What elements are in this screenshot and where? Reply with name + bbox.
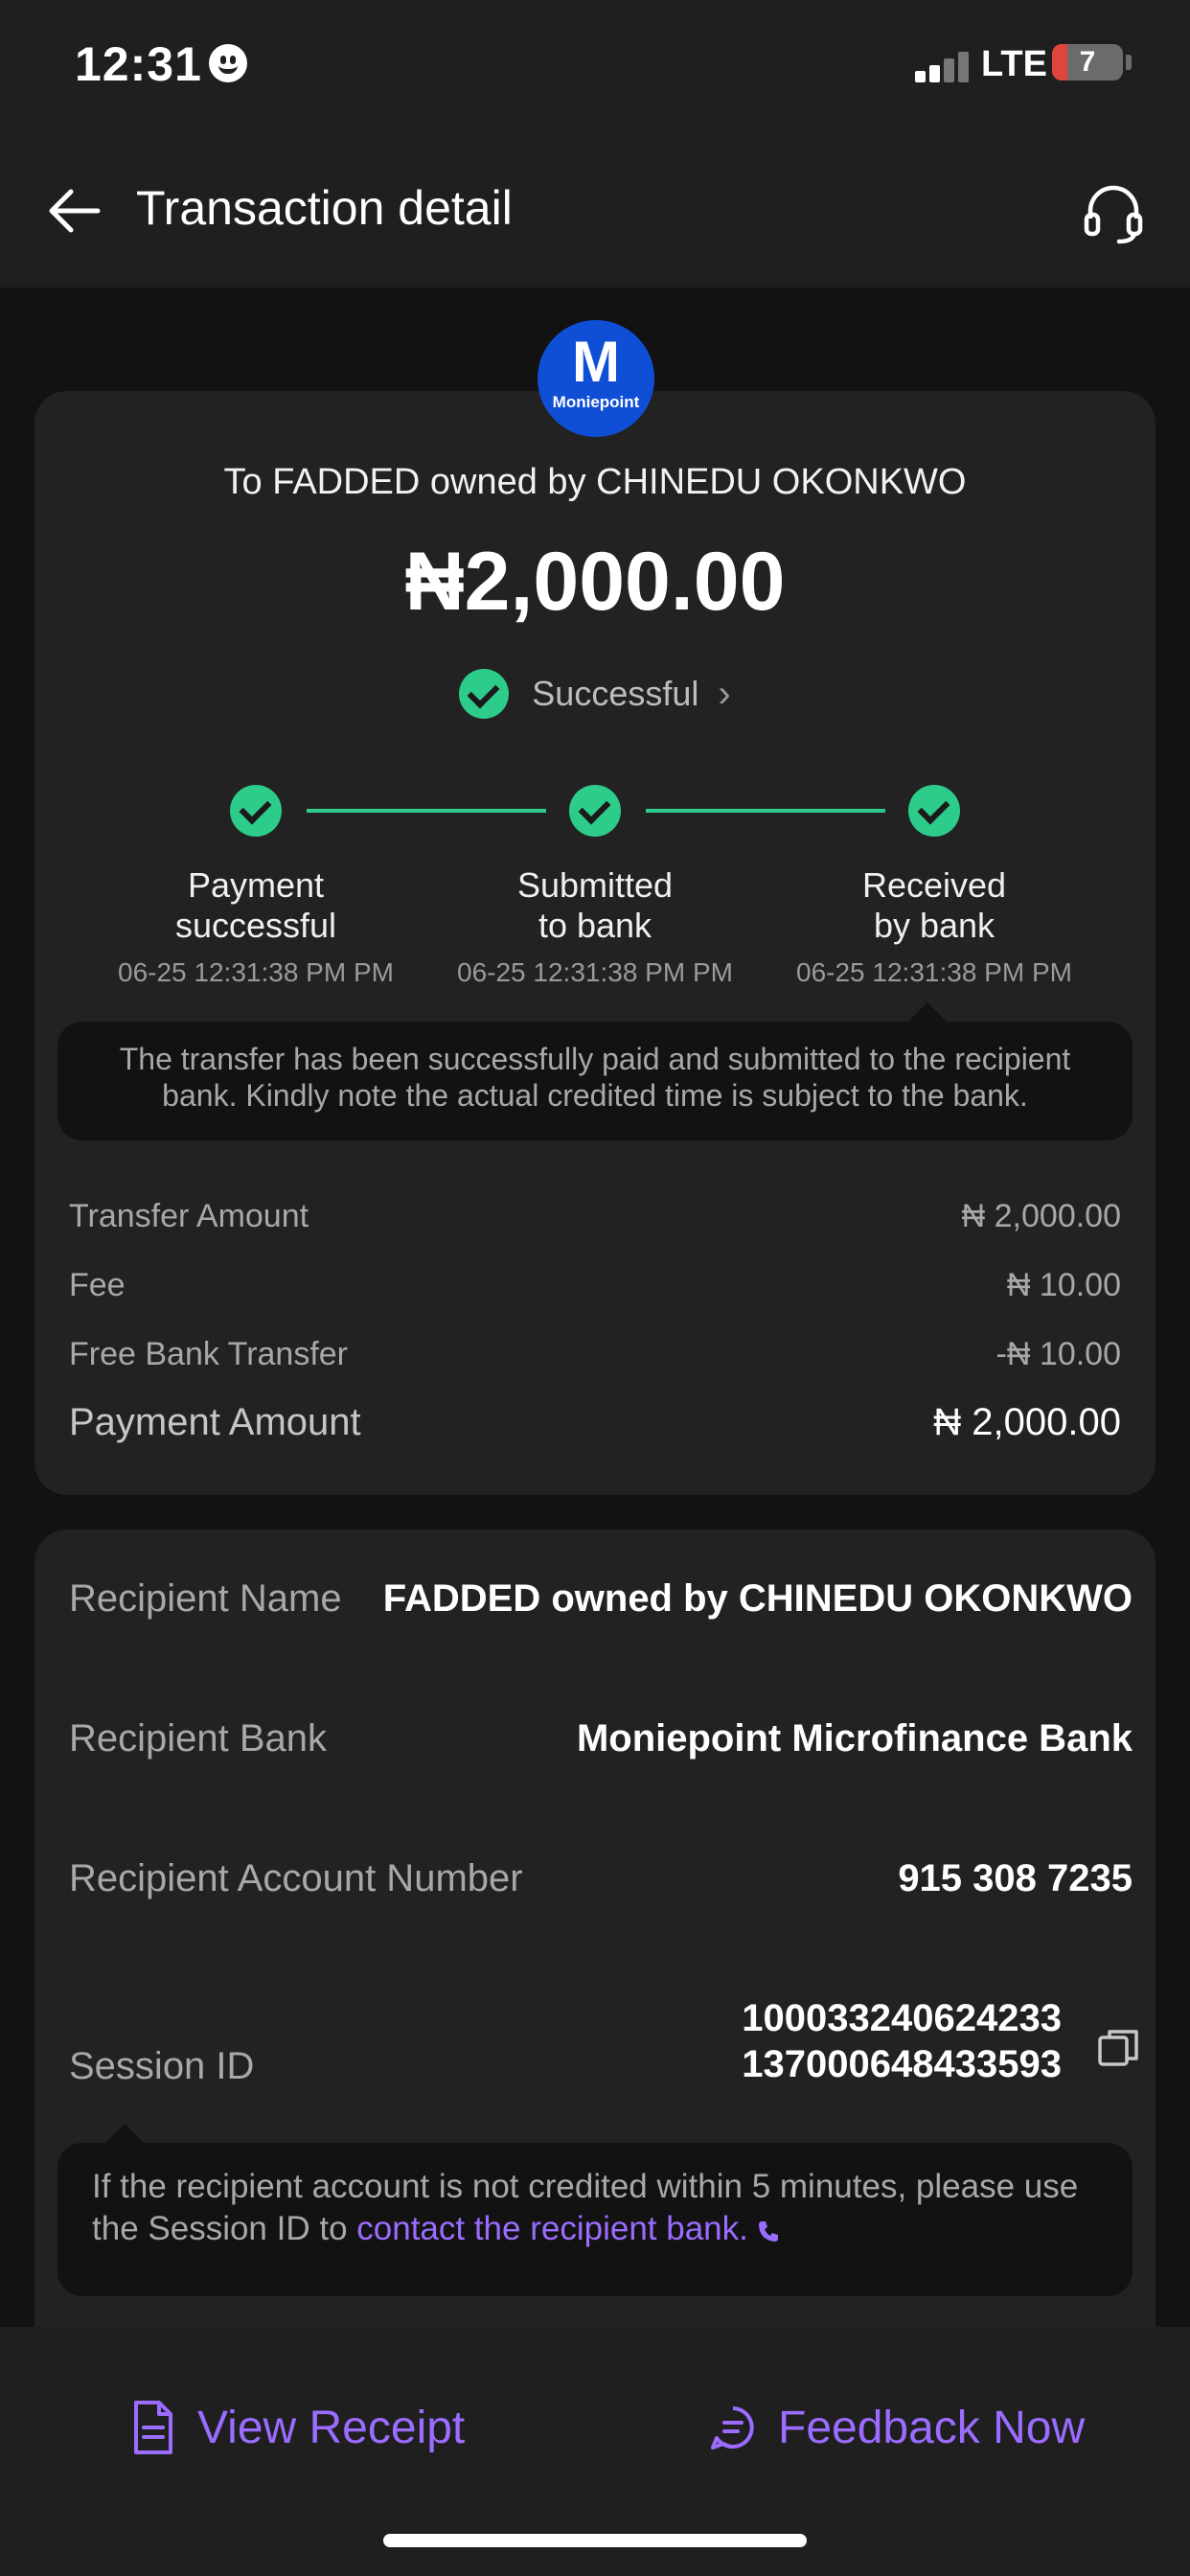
step-label: by bank: [873, 906, 995, 945]
battery-tip: [1126, 55, 1132, 70]
status-text: Successful: [532, 674, 699, 713]
recipient-name-row: [69, 1577, 1144, 1635]
transaction-summary-card: [34, 391, 1156, 1495]
smiley-icon: [209, 44, 247, 82]
recipient-bank-value: Moniepoint Microfinance Bank: [576, 1717, 1133, 1760]
session-id-line: 100033240624233: [742, 1997, 1062, 2039]
progress-stepper: [34, 780, 1156, 987]
step-label: to bank: [538, 906, 652, 945]
status-bar: [0, 0, 1190, 134]
battery-icon: [1052, 44, 1123, 80]
back-button[interactable]: [38, 172, 115, 249]
free-transfer-value: -₦ 10.00: [995, 1336, 1121, 1372]
payment-amount-label: Payment Amount: [69, 1401, 361, 1443]
copy-session-id-button[interactable]: [1094, 2024, 1144, 2074]
recipient-bank-row: [69, 1717, 1144, 1775]
network-type: LTE: [981, 44, 1047, 84]
session-id-row: [69, 1995, 1144, 2110]
step-label: Submitted: [516, 865, 674, 905]
step-received-by-bank: [776, 780, 1092, 988]
payment-amount-row: [69, 1401, 1121, 1449]
fee-label: Fee: [69, 1267, 126, 1303]
fee-value: ₦ 10.00: [1006, 1267, 1121, 1303]
payment-amount-value: ₦ 2,000.00: [933, 1401, 1121, 1443]
recipient-bank-label: Recipient Bank: [69, 1717, 328, 1760]
customer-support-button[interactable]: [1075, 174, 1152, 251]
free-transfer-label: Free Bank Transfer: [69, 1336, 349, 1372]
battery-level: 7: [1079, 46, 1096, 78]
recipient-name-value: FADDED owned by CHINEDU OKONKWO: [382, 1577, 1133, 1620]
phone-icon[interactable]: [756, 2219, 781, 2243]
page-title: Transaction detail: [136, 181, 513, 235]
transfer-amount-value: ₦ 2,000.00: [961, 1198, 1121, 1234]
feedback-now-button[interactable]: [709, 2375, 1085, 2480]
chevron-right-icon: ›: [718, 672, 731, 715]
contact-bank-link[interactable]: contact the recipient bank.: [356, 2210, 748, 2247]
recipient-name-label: Recipient Name: [69, 1577, 342, 1620]
step-payment-successful: [98, 780, 414, 988]
moniepoint-logo: [538, 320, 654, 437]
check-circle-icon: [459, 669, 509, 719]
view-receipt-button[interactable]: [130, 2375, 465, 2480]
step-time: 06-25 12:31:38 PM PM: [457, 957, 733, 987]
fee-row: [69, 1267, 1121, 1315]
session-id-value: [742, 1995, 1062, 2087]
check-circle-icon: [908, 785, 960, 837]
document-icon: [130, 2399, 176, 2456]
step-label: Payment: [187, 865, 325, 905]
logo-wordmark: Moniepoint: [552, 393, 640, 411]
recipient-account-label: Recipient Account Number: [69, 1857, 523, 1899]
step-time: 06-25 12:31:38 PM PM: [118, 957, 394, 987]
check-circle-icon: [230, 785, 282, 837]
status-time: 12:31: [75, 37, 202, 91]
signal-icon: [915, 52, 969, 82]
transfer-note: The transfer has been successfully paid and submitted to the recipient bank. Kindly note the actual credited time is subject to the bank.: [57, 1022, 1133, 1140]
step-label: successful: [174, 906, 337, 945]
session-note-text: If the recipient account is not credited within 5 minutes, please use the Session ID to: [92, 2168, 1079, 2247]
home-indicator: [383, 2534, 807, 2547]
logo-letter: M: [572, 330, 620, 394]
feedback-icon: [709, 2404, 757, 2451]
recipient-account-value: 915 308 7235: [898, 1857, 1133, 1899]
step-time: 06-25 12:31:38 PM PM: [796, 957, 1072, 987]
arrow-left-icon: [38, 172, 115, 249]
step-label: Received: [861, 865, 1007, 905]
app-header: [0, 134, 1190, 288]
session-note: [57, 2143, 1133, 2296]
view-receipt-label: View Receipt: [197, 2402, 466, 2453]
recipient-account-row: [69, 1857, 1144, 1915]
check-circle-icon: [569, 785, 621, 837]
transfer-amount-row: [69, 1198, 1121, 1246]
recipient-line: To FADDED owned by CHINEDU OKONKWO: [223, 462, 967, 502]
transfer-amount-label: Transfer Amount: [69, 1198, 309, 1234]
session-id-line: 137000648433593: [742, 2043, 1062, 2085]
feedback-label: Feedback Now: [778, 2402, 1086, 2453]
status-link[interactable]: [34, 669, 1156, 719]
transaction-amount: ₦2,000.00: [404, 536, 786, 628]
step-submitted-to-bank: [437, 780, 753, 988]
headset-icon: [1075, 174, 1152, 251]
copy-icon: [1094, 2024, 1144, 2074]
session-id-label: Session ID: [69, 2045, 255, 2087]
free-bank-transfer-row: [69, 1336, 1121, 1384]
